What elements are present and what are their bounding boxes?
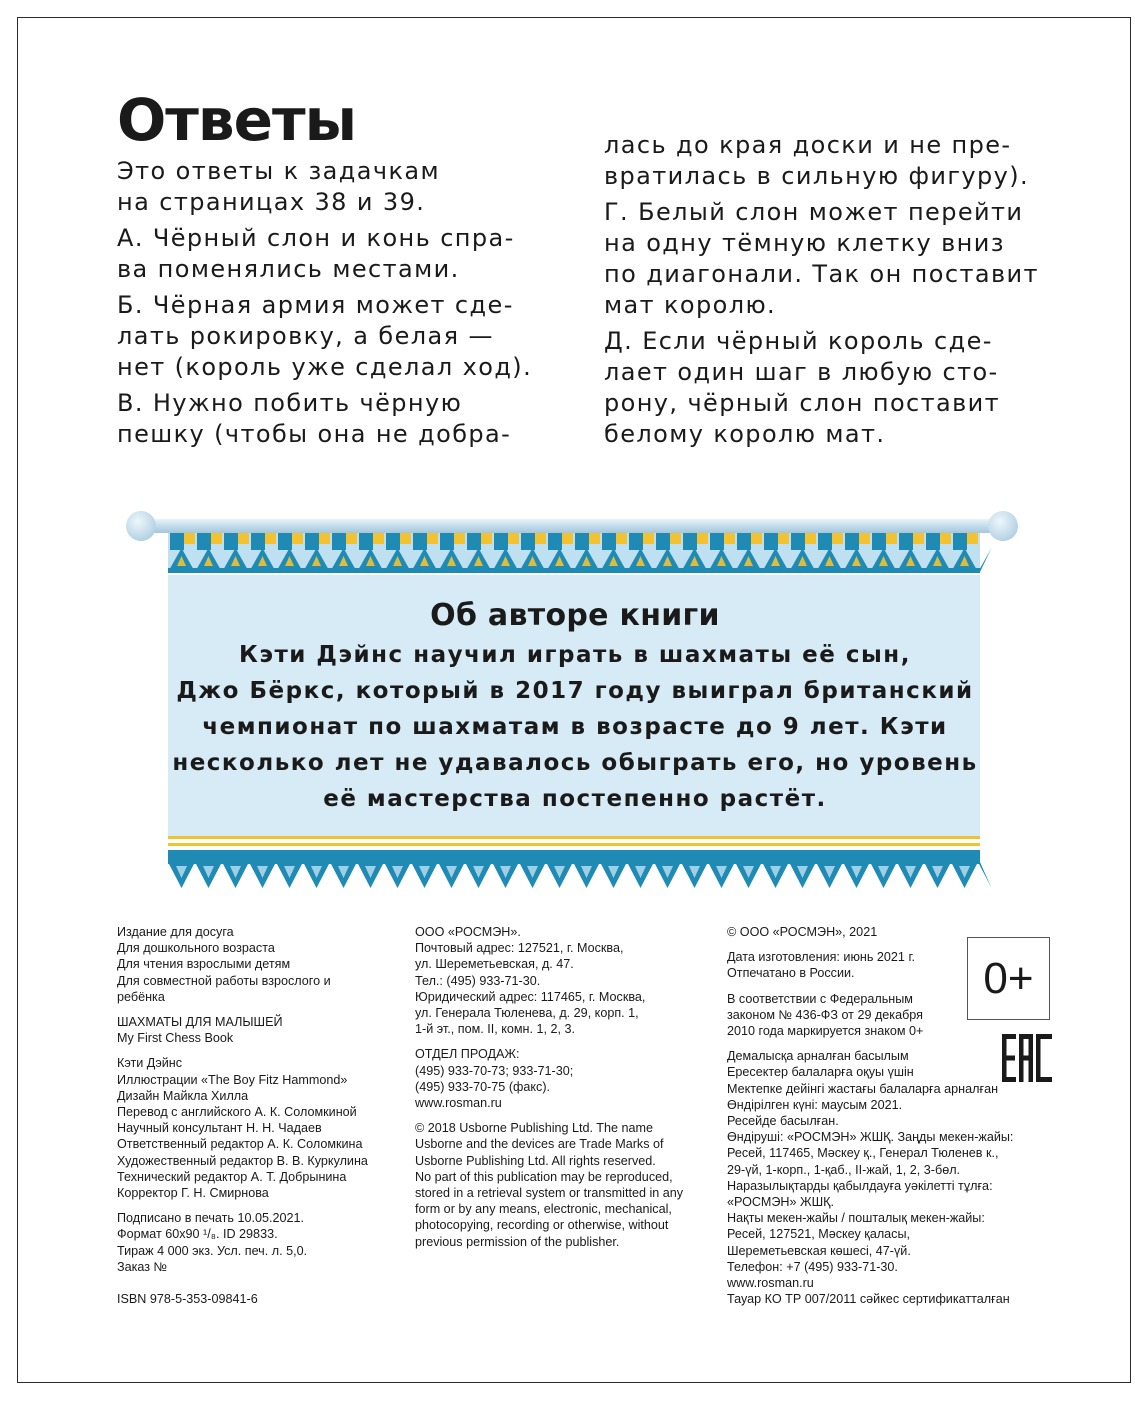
answer-line: нет (король уже сделал ход).: [117, 353, 533, 381]
imprint-line: Нақты мекен-жайы / пошталық мекен-жайы:: [727, 1211, 985, 1226]
imprint-line: (495) 933-70-75 (факс).: [415, 1079, 551, 1094]
banner-stripe: [168, 843, 980, 846]
answer-line: ва поменялись местами.: [117, 255, 460, 283]
imprint-line: ул. Шереметьевская, д. 47.: [415, 957, 574, 972]
imprint-gap: [415, 1111, 715, 1120]
imprint-line: ISBN 978-5-353-09841-6: [117, 1292, 258, 1307]
imprint-line: Демалысқа арналған басылым: [727, 1049, 909, 1064]
answer-line: лась до края доски и не пре-: [604, 131, 1012, 159]
age-rating-badge: 0+: [967, 937, 1050, 1020]
imprint-line: Дизайн Майкла Хилла: [117, 1088, 249, 1103]
imprint-line: ШАХМАТЫ ДЛЯ МАЛЫШЕЙ: [117, 1015, 283, 1030]
answer-line: на страницах 38 и 39.: [117, 188, 426, 216]
imprint-line: Для совместной работы взрослого и: [117, 973, 331, 988]
author-text-line: чемпионат по шахматам в возрасте до 9 лет. Кэти: [202, 714, 948, 740]
imprint-line: В соответствии с Федеральным: [727, 991, 913, 1006]
author-text: [170, 637, 980, 817]
imprint-line: Мектепке дейінгі жастағы балаларға арналған: [727, 1081, 999, 1096]
answer-line: пешку (чтобы она не добра-: [117, 420, 512, 448]
imprint-line: Формат 60x90 ¹/₈. ID 29833.: [117, 1227, 278, 1242]
imprint-line: form or by any means, electronic, mechanical,: [415, 1202, 672, 1217]
author-heading: Об авторе книги: [430, 598, 720, 633]
rod-knob-left: [126, 511, 156, 541]
imprint-left-column: [117, 924, 387, 1307]
author-text-line: Джо Бёркс, который в 2017 году выиграл британский: [176, 678, 974, 704]
imprint-line: photocopying, recording or otherwise, without: [415, 1218, 669, 1233]
imprint-line: 2010 года маркируется знаком 0+: [727, 1024, 924, 1039]
answer-line: по диагонали. Так он поставит: [604, 260, 1039, 288]
imprint-line: Издание для досуга: [117, 925, 234, 939]
answer-line: А. Чёрный слон и конь спра-: [117, 224, 515, 252]
imprint-middle-column: [415, 924, 715, 1250]
answer-line: на одну тёмную клетку вниз: [604, 229, 1005, 257]
imprint-line: 1-й эт., пом. II, комн. 1, 2, 3.: [415, 1022, 575, 1037]
answer-line: рону, чёрный слон поставит: [604, 389, 1001, 417]
answer-line: мат королю.: [604, 291, 777, 319]
answer-line: Д. Если чёрный король сде-: [604, 327, 993, 355]
imprint-line: Дата изготовления: июнь 2021 г.: [727, 950, 915, 965]
answer-line: Это ответы к задачкам: [117, 157, 440, 185]
answer-line: Г. Белый слон может перейти: [604, 198, 1024, 226]
answer-line: Б. Чёрная армия может сде-: [117, 291, 514, 319]
imprint-line: 29-үй, 1-корп., 1-қаб., II-жай, 1, 2, 3-бөл.: [727, 1162, 961, 1177]
imprint-line: «РОСМЭН» ЖШҚ.: [727, 1195, 835, 1210]
imprint-line: Кэти Дэйнс: [117, 1056, 183, 1071]
imprint-line: www.rosman.ru: [415, 1096, 502, 1111]
imprint-line: законом № 436-ФЗ от 29 декабря: [727, 1007, 923, 1022]
imprint-line: (495) 933-70-73; 933-71-30;: [415, 1063, 574, 1078]
imprint-line: Подписано в печать 10.05.2021.: [117, 1211, 304, 1226]
author-text-line: Кэти Дэйнс научил играть в шахматы её сын,: [239, 642, 911, 668]
imprint-gap: [117, 1005, 387, 1014]
imprint-line: Ответственный редактор А. К. Соломкина: [117, 1137, 363, 1152]
answer-line: вратилась в сильную фигуру).: [604, 162, 1030, 190]
imprint-line: Тел.: (495) 933-71-30.: [415, 973, 541, 988]
imprint-line: Юридический адрес: 117465, г. Москва,: [415, 989, 646, 1004]
imprint-line: Шереметьевская көшесі, 47-үй.: [727, 1243, 911, 1258]
banner-bottom-band: [168, 850, 980, 864]
imprint-line: ОТДЕЛ ПРОДАЖ:: [415, 1047, 520, 1062]
imprint-line: Usborne and the devices are Trade Marks of: [415, 1137, 664, 1152]
imprint-line: Тираж 4 000 экз. Усл. печ. л. 5,0.: [117, 1243, 308, 1258]
imprint-line: Научный консультант Н. Н. Чадаев: [117, 1121, 322, 1136]
imprint-line: Для чтения взрослыми детям: [117, 957, 291, 972]
page-title: Ответы: [117, 86, 357, 154]
author-text-line: её мастерства постепенно растёт.: [323, 786, 827, 812]
imprint-line: www.rosman.ru: [727, 1276, 814, 1291]
answer-line: лает один шаг в любую сто-: [604, 358, 999, 386]
imprint-line: Өндірілген күні: маусым 2021.: [727, 1097, 903, 1112]
answer-line: лать рокировку, а белая —: [117, 322, 494, 350]
imprint-line: Художественный редактор В. В. Куркулина: [117, 1153, 368, 1168]
eac-certification-icon: [1002, 1034, 1052, 1082]
imprint-line: Ресей, 117465, Мәскеу қ., Генерал Тюленев к.,: [727, 1146, 999, 1161]
banner-bottom-zigzag: [168, 862, 992, 888]
imprint-gap: [415, 1037, 715, 1046]
imprint-line: Наразылықтарды қабылдауға уәкілетті тұлға:: [727, 1178, 993, 1193]
imprint-line: © 2018 Usborne Publishing Ltd. The name: [415, 1121, 653, 1136]
imprint-line: © ООО «РОСМЭН», 2021: [727, 925, 878, 939]
imprint-line: Перевод с английского А. К. Соломкиной: [117, 1105, 357, 1120]
imprint-line: Иллюстрации «The Boy Fitz Hammond»: [117, 1072, 348, 1087]
imprint-line: Почтовый адрес: 127521, г. Москва,: [415, 941, 624, 956]
imprint-gap: [117, 1275, 387, 1291]
imprint-line: Ресейде басылған.: [727, 1114, 839, 1129]
imprint-line: Корректор Г. Н. Смирнова: [117, 1186, 269, 1201]
imprint-gap: [117, 1201, 387, 1210]
imprint-line: Ересектер балаларға оқуы үшін: [727, 1065, 914, 1080]
banner-top-band: [168, 568, 980, 573]
banner-stripe: [168, 836, 980, 839]
imprint-line: ул. Генерала Тюленева, д. 29, корп. 1,: [415, 1006, 639, 1021]
author-banner: [170, 598, 980, 817]
imprint-gap: [117, 1046, 387, 1055]
imprint-line: previous permission of the publisher.: [415, 1234, 620, 1249]
imprint-line: stored in a retrieval system or transmitted in any: [415, 1186, 684, 1201]
banner-rod: [133, 519, 1009, 533]
imprint-line: Заказ №: [117, 1259, 168, 1274]
imprint-line: Технический редактор А. Т. Добрынина: [117, 1169, 347, 1184]
imprint-line: ООО «РОСМЭН».: [415, 925, 521, 939]
rod-knob-right: [988, 511, 1018, 541]
answer-line: В. Нужно побить чёрную: [117, 389, 463, 417]
imprint-line: Тауар КО ТР 007/2011 сәйкес сертификатталған: [727, 1292, 1010, 1307]
imprint-line: ребёнка: [117, 989, 165, 1004]
imprint-line: Usborne Publishing Ltd. All rights reserved.: [415, 1153, 656, 1168]
imprint-gap: [727, 1039, 1047, 1048]
author-text-line: несколько лет не удавалось обыграть его, но уровень: [172, 750, 978, 776]
imprint-line: Ресей, 127521, Мәскеу қаласы,: [727, 1227, 911, 1242]
imprint-line: Отпечатано в России.: [727, 966, 855, 981]
imprint-line: Для дошкольного возраста: [117, 941, 275, 956]
imprint-line: My First Chess Book: [117, 1031, 234, 1046]
answer-line: белому королю мат.: [604, 420, 886, 448]
imprint-line: Өндіруші: «РОСМЭН» ЖШҚ. Заңды мекен-жайы:: [727, 1130, 1014, 1145]
imprint-line: Телефон: +7 (495) 933-71-30.: [727, 1259, 898, 1274]
imprint-line: No part of this publication may be reproduced,: [415, 1169, 673, 1184]
